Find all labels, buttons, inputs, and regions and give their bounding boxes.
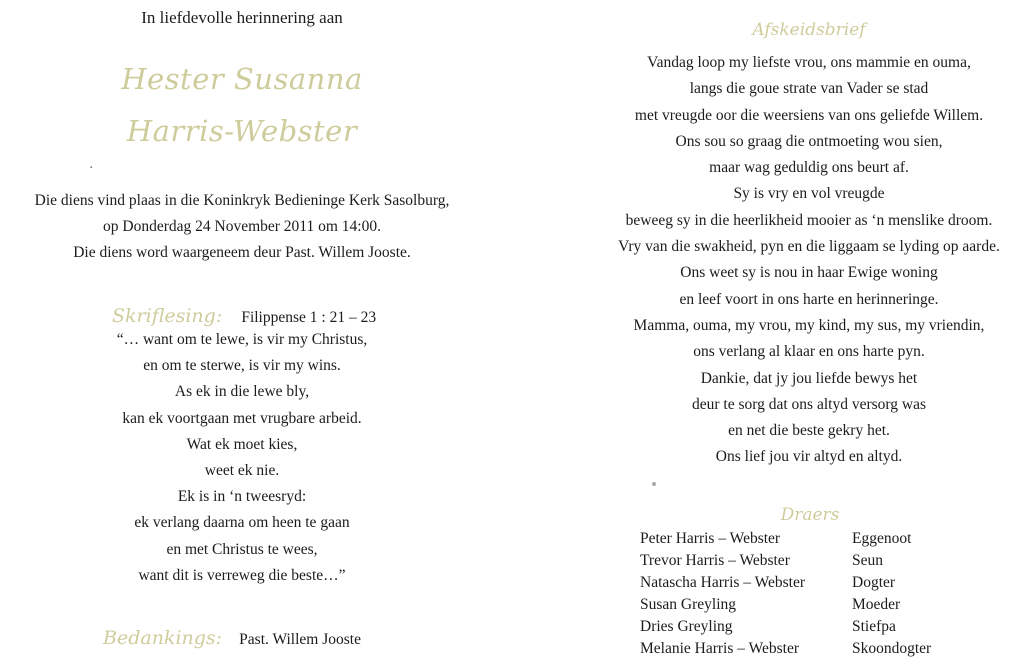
deceased-name-first: Hester Susanna xyxy=(121,62,363,96)
pallbearer-name: Susan Greyling xyxy=(640,596,737,613)
pallbearer-relation: Moeder xyxy=(852,596,901,613)
pallbearer-relation: Dogter xyxy=(852,574,896,591)
farewell-poem xyxy=(588,50,1024,471)
acknowledgements-text: Past. Willem Jooste xyxy=(239,631,361,648)
poem-line: Vry van die swakheid, pyn en die liggaam se lyding op aarde. xyxy=(618,238,1000,256)
pallbearers-heading: Draers xyxy=(780,505,840,525)
verse-line: en met Christus te wees, xyxy=(166,540,318,558)
scripture-verse xyxy=(0,327,484,589)
pallbearer-row xyxy=(640,616,1010,638)
pallbearer-relation: Eggenoot xyxy=(852,530,912,547)
poem-line: Sy is vry en vol vreugde xyxy=(733,185,885,203)
verse-line: want dit is verreweg die beste…” xyxy=(138,566,346,584)
pallbearer-row xyxy=(640,572,1010,594)
pallbearer-row xyxy=(640,638,1010,660)
poem-line: Ons lief jou vir altyd en altyd. xyxy=(715,448,903,466)
farewell-letter-heading: Afskeidsbrief xyxy=(752,20,866,40)
poem-line: en net die beste gekry het. xyxy=(728,422,890,440)
service-line: op Donderdag 24 November 2011 om 14:00. xyxy=(103,218,381,235)
poem-line: Vandag loop my liefste vrou, ons mammie en ouma, xyxy=(647,54,971,71)
verse-line: en om te sterwe, is vir my wins. xyxy=(143,357,341,375)
poem-line: Ons weet sy is nou in haar Ewige woning xyxy=(680,264,938,282)
pallbearer-row xyxy=(640,528,1010,550)
poem-line: Dankie, dat jy jou liefde bewys het xyxy=(700,369,918,387)
pallbearer-relation: Skoondogter xyxy=(852,640,932,657)
verse-line: Ek is in ‘n tweesryd: xyxy=(177,488,307,506)
service-details xyxy=(0,188,484,266)
verse-line: weet ek nie. xyxy=(204,462,280,480)
pallbearer-name: Trevor Harris – Webster xyxy=(640,552,790,569)
scripture-reading-row xyxy=(112,305,376,327)
service-line: Die diens vind plaas in die Koninkryk Bedieninge Kerk Sasolburg, xyxy=(34,192,450,209)
verse-line: ek verlang daarna om heen te gaan xyxy=(134,514,350,532)
pallbearer-name: Natascha Harris – Webster xyxy=(640,574,806,591)
in-memory-heading: In liefdevolle herinnering aan xyxy=(141,8,343,27)
acknowledgements-heading: Bedankings: xyxy=(103,627,223,649)
decorative-dot: · xyxy=(89,160,94,176)
decorative-speck xyxy=(652,482,656,486)
pallbearer-name: Peter Harris – Webster xyxy=(640,530,781,547)
pallbearer-row xyxy=(640,594,1010,616)
verse-line: As ek in die lewe bly, xyxy=(174,383,310,401)
poem-line: deur te sorg dat ons altyd versorg was xyxy=(691,395,927,413)
pallbearer-name: Melanie Harris – Webster xyxy=(640,640,800,657)
poem-line: ons verlang al klaar en ons harte pyn. xyxy=(693,343,925,361)
poem-line: langs die goue strate van Vader se stad xyxy=(689,80,929,98)
poem-line: en leef voort in ons harte en herinneringe. xyxy=(679,290,939,308)
pallbearers-list xyxy=(640,528,1010,660)
poem-line: beweeg sy in die heerlikheid mooier as ‘n menslike droom. xyxy=(625,211,993,229)
poem-line: met vreugde oor die weersiens van ons geliefde Willem. xyxy=(634,106,984,124)
verse-line: kan ek voortgaan met vrugbare arbeid. xyxy=(122,409,362,427)
service-line: Die diens word waargeneem deur Past. Willem Jooste. xyxy=(73,244,411,261)
scripture-heading: Skriflesing: xyxy=(112,305,223,327)
acknowledgements-row xyxy=(103,627,361,649)
poem-line: maar wag geduldig ons beurt af. xyxy=(709,159,909,177)
pallbearer-name: Dries Greyling xyxy=(640,618,733,635)
scripture-reference: Filippense 1 : 21 – 23 xyxy=(241,309,377,326)
pallbearer-relation: Stiefpa xyxy=(852,618,896,635)
deceased-name-last: Harris-Webster xyxy=(126,114,358,148)
verse-line: “… want om te lewe, is vir my Christus, xyxy=(116,331,368,348)
pallbearer-row xyxy=(640,550,1010,572)
pallbearer-relation: Seun xyxy=(852,552,883,569)
verse-line: Wat ek moet kies, xyxy=(186,435,298,453)
poem-line: Ons sou so graag die ontmoeting wou sien, xyxy=(675,132,943,150)
poem-line: Mamma, ouma, my vrou, my kind, my sus, my vriendin, xyxy=(633,316,985,334)
